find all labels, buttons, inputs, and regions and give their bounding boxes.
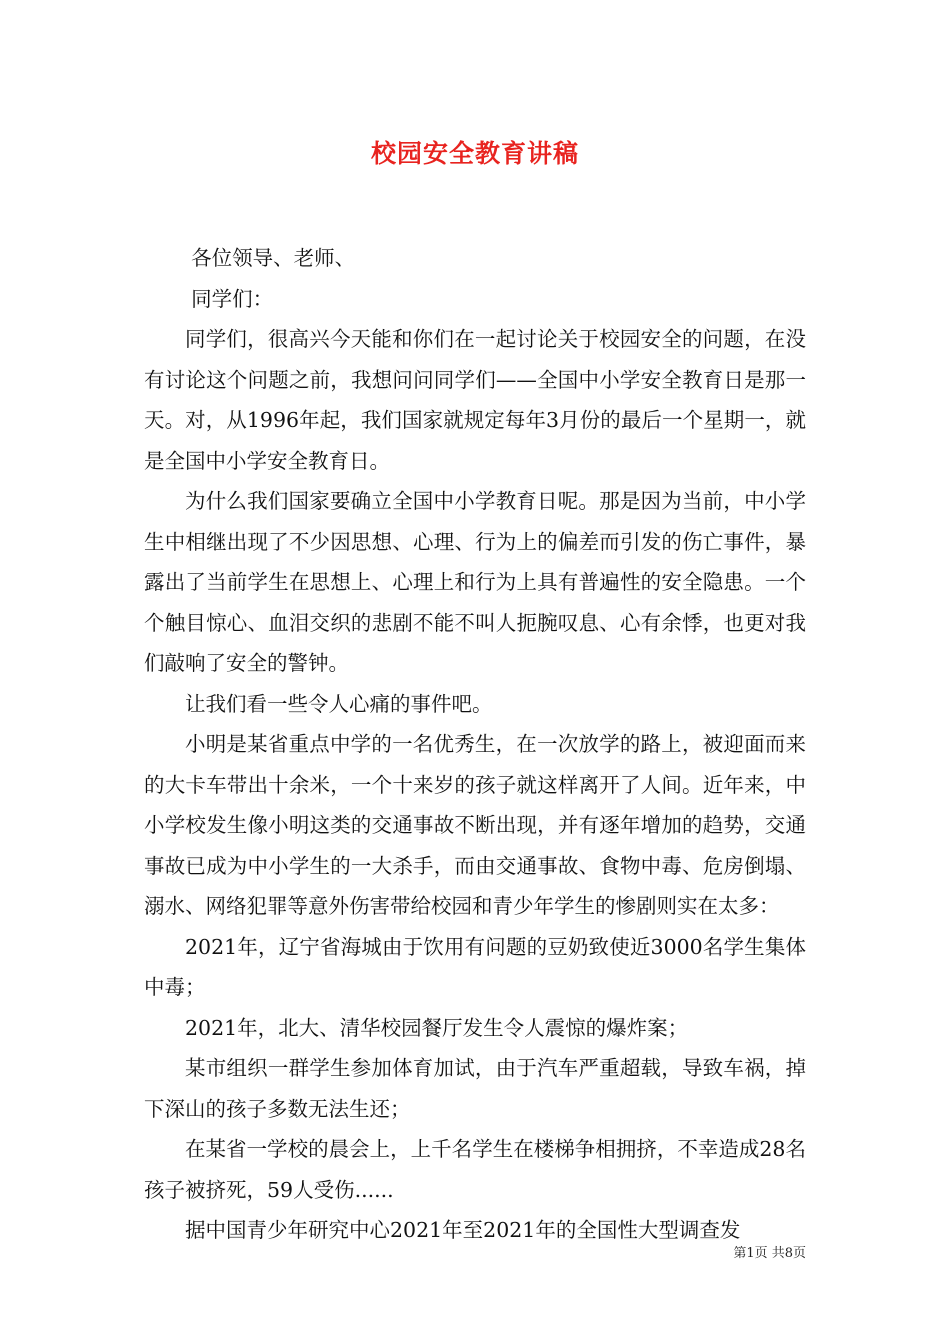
paragraph-reason: 为什么我们国家要确立全国中小学教育日呢。那是因为当前，中小学生中相继出现了不少因思想、心理、行为上的偏差而引发的伤亡事件，暴露出了当前学生在思想上、心理上和行为上具有普遍性的安全隐患。一个个触目惊心、血泪交织的悲剧不能不叫人扼腕叹息、心有余悸，也更对我们敲响了安全的警钟。 <box>144 489 806 675</box>
document-title: 校园安全教育讲稿 <box>370 139 579 168</box>
page-number: 第1页 共8页 <box>733 1246 806 1261</box>
paragraph-example: 小明是某省重点中学的一名优秀生，在一次放学的路上，被迎面而来的大卡车带出十余米，一个十来岁的孩子就这样离开了人间。近年来，中小学校发生像小明这类的交通事故不断出现，并有逐年增加的趋势，交通事故已成为中小学生的一大杀手，而由交通事故、食物中毒、危房倒塌、溺水、网络犯罪等意外伤害带给校园和青少年学生的惨剧则实在太多： <box>144 732 806 918</box>
salutation-line: 同学们： <box>191 286 274 311</box>
paragraph-incident-3: 某市组织一群学生参加体育加试，由于汽车严重超载，导致车祸，掉下深山的孩子多数无法生还； <box>144 1056 806 1121</box>
paragraph-transition: 让我们看一些令人心痛的事件吧。 <box>185 691 493 716</box>
paragraph-incident-1: 2021年，辽宁省海城由于饮用有问题的豆奶致使近3000名学生集体中毒； <box>144 934 806 999</box>
paragraph-survey: 据中国青少年研究中心2021年至2021年的全国性大型调查发 <box>185 1218 741 1242</box>
paragraph-incident-4: 在某省一学校的晨会上，上千名学生在楼梯争相拥挤，不幸造成28名孩子被挤死，59人受伤...... <box>144 1137 806 1202</box>
paragraph-intro: 同学们，很高兴今天能和你们在一起讨论关于校园安全的问题，在没有讨论这个问题之前，我想问问同学们——全国中小学安全教育日是那一天。对，从1996年起，我们国家就规定每年3月份的最后一个星期一，就是全国中小学安全教育日。 <box>144 327 806 473</box>
paragraph-incident-2: 2021年，北大、清华校园餐厅发生令人震惊的爆炸案； <box>185 1015 689 1040</box>
greeting-line: 各位领导、老师、 <box>191 246 356 270</box>
document-body <box>144 238 806 1251</box>
